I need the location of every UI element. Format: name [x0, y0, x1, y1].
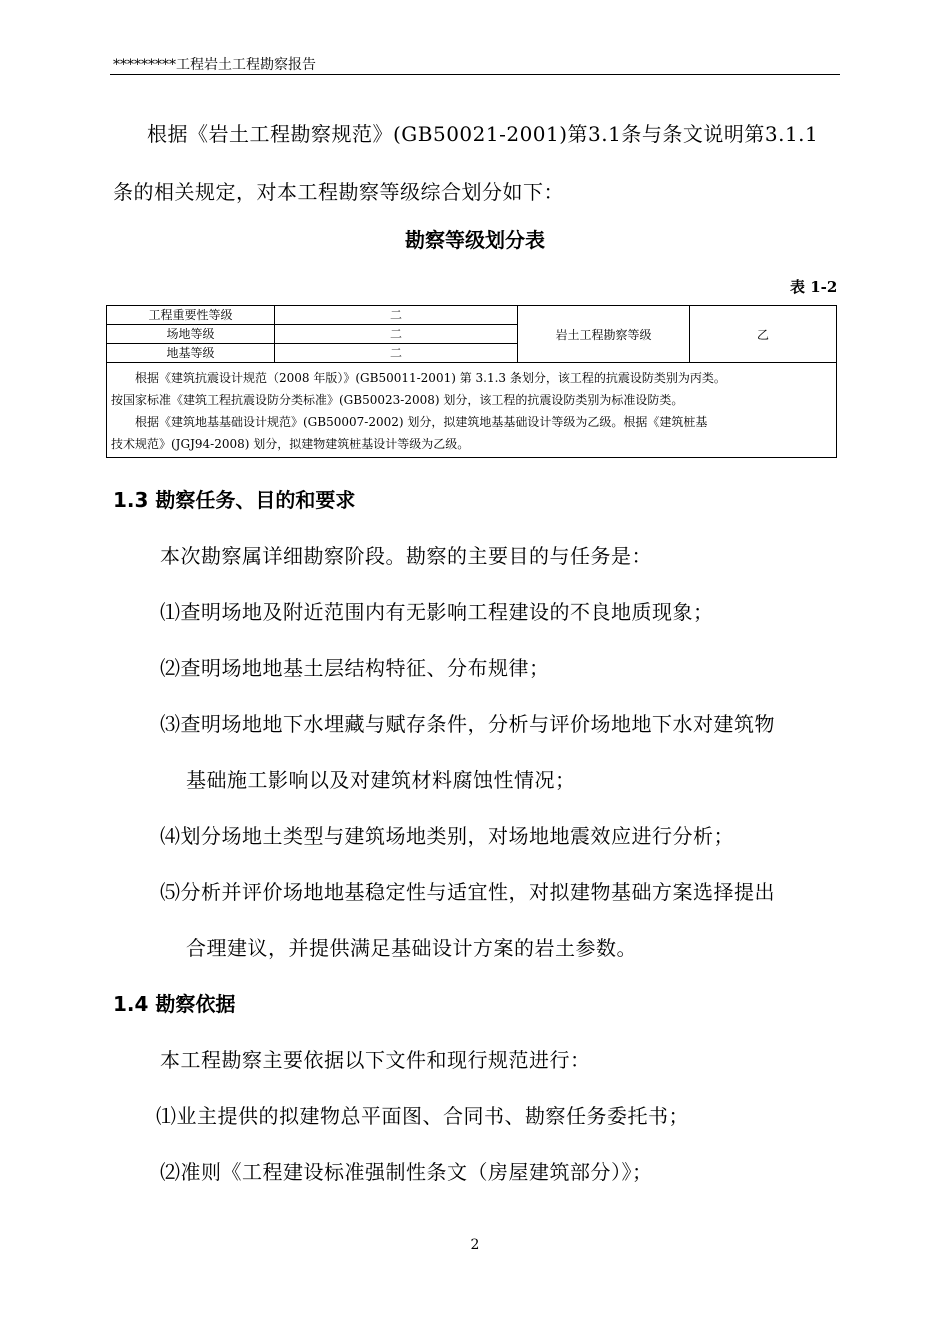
- section-heading-1-4: 1.4 勘察依据: [113, 992, 236, 1016]
- note-line-2: 按国家标准《建筑工程抗震设防分类标准》(GB50023-2008) 划分，该工程的抗震设防类别为标准设防类。: [111, 393, 684, 407]
- grade-value-cell: 乙: [690, 306, 837, 363]
- task-item-5-continued: 合理建议，并提供满足基础设计方案的岩土参数。: [186, 936, 637, 960]
- task-item-1: ⑴查明场地及附近范围内有无影响工程建设的不良地质现象；: [160, 600, 714, 624]
- row-label-foundation: 地基等级: [107, 344, 275, 363]
- row-label-site: 场地等级: [107, 325, 275, 344]
- basis-item-2: ⑵准则《工程建设标准强制性条文（房屋建筑部分）》；: [160, 1160, 653, 1184]
- grade-label-cell: 岩土工程勘察等级: [518, 306, 690, 363]
- row-value-foundation: 二: [275, 344, 518, 363]
- intro-paragraph-line-1: 根据《岩土工程勘察规范》(GB50021-2001)第3.1条与条文说明第3.1.1: [147, 122, 819, 146]
- task-item-2: ⑵查明场地地基土层结构特征、分布规律；: [160, 656, 550, 680]
- task-item-3: ⑶查明场地地下水埋藏与赋存条件，分析与评价场地地下水对建筑物: [160, 712, 775, 736]
- row-label-importance: 工程重要性等级: [107, 306, 275, 325]
- task-item-4: ⑷划分场地土类型与建筑场地类别，对场地地震效应进行分析；: [160, 824, 734, 848]
- section-1-3-intro: 本次勘察属详细勘察阶段。勘察的主要目的与任务是：: [160, 544, 652, 568]
- task-item-5: ⑸分析并评价场地地基稳定性与适宜性，对拟建物基础方案选择提出: [160, 880, 775, 904]
- section-heading-1-3: 1.3 勘察任务、目的和要求: [113, 488, 356, 512]
- running-header: *********工程岩土工程勘察报告: [113, 57, 316, 73]
- table-number: 表 1-2: [790, 278, 838, 296]
- task-item-3-continued: 基础施工影响以及对建筑材料腐蚀性情况；: [186, 768, 576, 792]
- intro-paragraph-line-2: 条的相关规定，对本工程勘察等级综合划分如下：: [113, 180, 564, 204]
- survey-grade-table: [106, 305, 837, 458]
- row-value-importance: 二: [275, 306, 518, 325]
- section-1-4-intro: 本工程勘察主要依据以下文件和现行规范进行：: [160, 1048, 591, 1072]
- row-value-site: 二: [275, 325, 518, 344]
- note-line-3: 根据《建筑地基基础设计规范》(GB50007-2002) 划分，拟建筑地基基础设计等级为乙级。根据《建筑桩基: [135, 415, 708, 429]
- page-number: 2: [470, 1237, 480, 1253]
- header-divider: [110, 74, 840, 75]
- basis-item-1: ⑴业主提供的拟建物总平面图、合同书、勘察任务委托书；: [156, 1104, 689, 1128]
- note-line-1: 根据《建筑抗震设计规范（2008 年版）》(GB50011-2001) 第 3.1.3 条划分，该工程的抗震设防类别为丙类。: [135, 371, 726, 385]
- table-title: 勘察等级划分表: [405, 228, 545, 252]
- table-note-cell: [107, 363, 837, 458]
- note-line-4: 技术规范》(JGJ94-2008) 划分，拟建物建筑桩基设计等级为乙级。: [111, 437, 470, 451]
